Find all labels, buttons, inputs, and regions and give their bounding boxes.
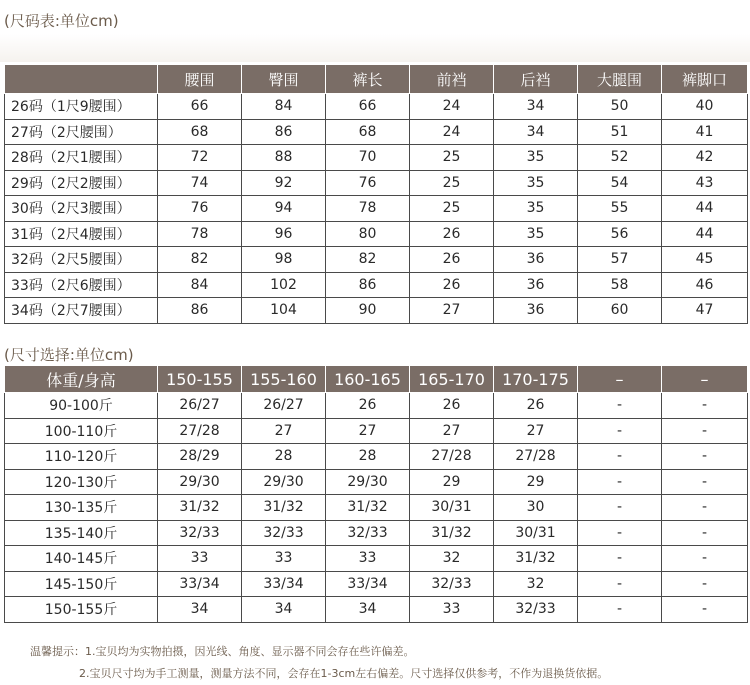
size-selection-header-cell: –	[662, 366, 748, 393]
size-chart-cell: 25	[410, 170, 494, 196]
note-line-2: 2.宝贝尺寸均为手工测量，测量方法不同，会存在1-3cm左右偏差。尺寸选择仅供参考，不作为退换货依据。	[79, 667, 609, 680]
size-chart-cell: 24	[410, 119, 494, 145]
size-selection-header-row	[5, 366, 748, 393]
size-chart-cell: 43	[662, 170, 748, 196]
size-chart-cell: 66	[158, 94, 242, 120]
size-selection-cell: 31/32	[494, 546, 578, 572]
size-selection-cell: 34	[158, 597, 242, 623]
size-chart-cell: 35	[494, 170, 578, 196]
size-chart-cell: 92	[242, 170, 326, 196]
size-selection-cell: 33/34	[158, 571, 242, 597]
size-chart-cell: 42	[662, 145, 748, 171]
size-chart-cell: 76	[326, 170, 410, 196]
size-chart-cell: 74	[158, 170, 242, 196]
size-selection-cell: 29	[494, 469, 578, 495]
size-chart-cell: 45	[662, 247, 748, 273]
size-selection-cell: 32/33	[158, 520, 242, 546]
size-chart-header-cell: 大腿围	[578, 65, 662, 94]
size-chart-cell: 35	[494, 145, 578, 171]
size-chart-row-label: 26码（1尺9腰围）	[5, 94, 158, 120]
size-selection-cell: 32	[494, 571, 578, 597]
size-selection-row-label: 150-155斤	[5, 597, 158, 623]
size-selection-header-cell: 165-170	[410, 366, 494, 393]
size-selection-cell: -	[662, 546, 748, 572]
size-selection-row	[5, 495, 748, 521]
size-chart-header-cell	[5, 65, 158, 94]
size-chart-row-label: 28码（2尺1腰围）	[5, 145, 158, 171]
size-selection-row-label: 120-130斤	[5, 469, 158, 495]
size-selection-row	[5, 571, 748, 597]
size-chart-cell: 26	[410, 247, 494, 273]
size-selection-cell: 31/32	[242, 495, 326, 521]
size-chart-row	[5, 170, 748, 196]
size-chart-cell: 60	[578, 298, 662, 324]
size-selection-cell: -	[578, 597, 662, 623]
size-chart-cell: 35	[494, 221, 578, 247]
size-selection-cell: -	[662, 393, 748, 419]
size-selection-cell: 27	[326, 418, 410, 444]
size-chart-cell: 51	[578, 119, 662, 145]
size-selection-cell: -	[578, 393, 662, 419]
size-chart-cell: 90	[326, 298, 410, 324]
size-chart-row-label: 33码（2尺6腰围）	[5, 272, 158, 298]
size-chart-row	[5, 247, 748, 273]
size-chart-row-label: 29码（2尺2腰围）	[5, 170, 158, 196]
size-selection-cell: 33/34	[326, 571, 410, 597]
size-chart-row	[5, 145, 748, 171]
size-chart-cell: 26	[410, 221, 494, 247]
size-selection-header-cell: –	[578, 366, 662, 393]
size-chart-cell: 94	[242, 196, 326, 222]
size-selection-cell: -	[662, 520, 748, 546]
size-chart-cell: 36	[494, 247, 578, 273]
size-chart-title: (尺码表:单位cm)	[4, 12, 119, 30]
size-chart-header-cell: 前裆	[410, 65, 494, 94]
size-chart-row-label: 34码（2尺7腰围）	[5, 298, 158, 324]
size-chart-row	[5, 196, 748, 222]
size-selection-row-label: 145-150斤	[5, 571, 158, 597]
size-chart-row	[5, 298, 748, 324]
size-chart-cell: 66	[326, 94, 410, 120]
size-chart-cell: 70	[326, 145, 410, 171]
header-fade-band	[0, 34, 750, 62]
size-chart-cell: 104	[242, 298, 326, 324]
size-selection-row-label: 140-145斤	[5, 546, 158, 572]
size-chart-cell: 84	[158, 272, 242, 298]
size-chart-cell: 98	[242, 247, 326, 273]
size-selection-cell: 26	[410, 393, 494, 419]
note-line-1: 温馨提示：1.宝贝均为实物拍摄，因光线、角度、显示器不同会存在些许偏差。	[30, 645, 415, 658]
size-chart-cell: 56	[578, 221, 662, 247]
size-chart-cell: 26	[410, 272, 494, 298]
size-selection-cell: 27/28	[410, 444, 494, 470]
size-selection-cell: 31/32	[158, 495, 242, 521]
size-selection-cell: 27	[494, 418, 578, 444]
size-selection-cell: 33	[242, 546, 326, 572]
size-selection-cell: -	[578, 444, 662, 470]
size-chart-cell: 88	[242, 145, 326, 171]
size-selection-cell: 33	[326, 546, 410, 572]
size-chart-cell: 68	[158, 119, 242, 145]
size-chart-row-label: 27码（2尺腰围）	[5, 119, 158, 145]
size-selection-header-cell: 体重/身高	[5, 366, 158, 393]
size-selection-row-label: 110-120斤	[5, 444, 158, 470]
size-chart-row	[5, 272, 748, 298]
size-chart-cell: 86	[326, 272, 410, 298]
size-chart-cell: 36	[494, 272, 578, 298]
size-selection-cell: 29/30	[158, 469, 242, 495]
size-selection-row-label: 90-100斤	[5, 393, 158, 419]
size-chart-cell: 78	[326, 196, 410, 222]
size-chart-cell: 46	[662, 272, 748, 298]
size-selection-cell: 27/28	[494, 444, 578, 470]
size-selection-cell: 30	[494, 495, 578, 521]
size-chart-cell: 41	[662, 119, 748, 145]
size-selection-header-cell: 170-175	[494, 366, 578, 393]
size-chart-cell: 55	[578, 196, 662, 222]
size-selection-cell: 28	[326, 444, 410, 470]
size-selection-cell: 26	[494, 393, 578, 419]
size-chart-cell: 47	[662, 298, 748, 324]
size-selection-row-label: 130-135斤	[5, 495, 158, 521]
size-selection-cell: -	[662, 469, 748, 495]
size-chart-cell: 82	[326, 247, 410, 273]
size-chart-row-label: 30码（2尺3腰围）	[5, 196, 158, 222]
size-chart-header-cell: 臀围	[242, 65, 326, 94]
size-selection-cell: 33	[410, 597, 494, 623]
size-selection-cell: -	[578, 418, 662, 444]
size-selection-cell: -	[662, 571, 748, 597]
size-selection-row	[5, 444, 748, 470]
size-chart-cell: 34	[494, 94, 578, 120]
size-chart-row-label: 31码（2尺4腰围）	[5, 221, 158, 247]
size-chart-row-label: 32码（2尺5腰围）	[5, 247, 158, 273]
size-selection-cell: -	[578, 546, 662, 572]
size-chart-row	[5, 94, 748, 120]
size-selection-cell: 33	[158, 546, 242, 572]
size-chart-cell: 36	[494, 298, 578, 324]
size-selection-table	[4, 365, 748, 623]
size-selection-cell: -	[578, 520, 662, 546]
size-selection-cell: -	[662, 495, 748, 521]
size-chart-cell: 52	[578, 145, 662, 171]
size-selection-cell: 32/33	[326, 520, 410, 546]
size-selection-cell: 26/27	[242, 393, 326, 419]
size-chart-cell: 44	[662, 221, 748, 247]
size-chart-row	[5, 221, 748, 247]
size-selection-header-cell: 155-160	[242, 366, 326, 393]
size-selection-row-label: 135-140斤	[5, 520, 158, 546]
size-chart-cell: 84	[242, 94, 326, 120]
size-chart-cell: 25	[410, 196, 494, 222]
size-chart-cell: 68	[326, 119, 410, 145]
size-selection-cell: 27/28	[158, 418, 242, 444]
size-selection-cell: 32	[410, 546, 494, 572]
size-chart-cell: 80	[326, 221, 410, 247]
size-chart-header-cell: 裤长	[326, 65, 410, 94]
size-chart-cell: 86	[158, 298, 242, 324]
size-chart-cell: 40	[662, 94, 748, 120]
size-chart-cell: 58	[578, 272, 662, 298]
size-selection-header-cell: 160-165	[326, 366, 410, 393]
size-chart-header-cell: 后裆	[494, 65, 578, 94]
size-selection-cell: 32/33	[242, 520, 326, 546]
size-selection-cell: 30/31	[410, 495, 494, 521]
size-selection-cell: 28/29	[158, 444, 242, 470]
size-selection-cell: -	[578, 469, 662, 495]
size-selection-cell: 31/32	[326, 495, 410, 521]
size-chart-header-cell: 腰围	[158, 65, 242, 94]
size-chart-cell: 25	[410, 145, 494, 171]
size-selection-cell: 32/33	[410, 571, 494, 597]
size-chart-cell: 34	[494, 119, 578, 145]
size-selection-row	[5, 546, 748, 572]
size-chart-cell: 96	[242, 221, 326, 247]
size-selection-row	[5, 597, 748, 623]
size-selection-row	[5, 469, 748, 495]
size-selection-cell: 26	[326, 393, 410, 419]
size-selection-cell: -	[662, 418, 748, 444]
size-selection-cell: -	[578, 571, 662, 597]
size-selection-cell: -	[662, 597, 748, 623]
size-selection-row	[5, 393, 748, 419]
size-chart-cell: 102	[242, 272, 326, 298]
size-selection-cell: 27	[410, 418, 494, 444]
size-selection-cell: 29/30	[242, 469, 326, 495]
size-selection-cell: 32/33	[494, 597, 578, 623]
size-selection-row	[5, 520, 748, 546]
size-selection-cell: 28	[242, 444, 326, 470]
size-chart-cell: 24	[410, 94, 494, 120]
size-selection-header-cell: 150-155	[158, 366, 242, 393]
size-chart-cell: 35	[494, 196, 578, 222]
size-selection-title: (尺寸选择:单位cm)	[4, 346, 134, 364]
size-selection-cell: 26/27	[158, 393, 242, 419]
size-chart-header-cell: 裤脚口	[662, 65, 748, 94]
size-chart-row	[5, 119, 748, 145]
size-selection-cell: 29/30	[326, 469, 410, 495]
size-chart-cell: 44	[662, 196, 748, 222]
size-chart-cell: 86	[242, 119, 326, 145]
size-selection-row	[5, 418, 748, 444]
size-chart-cell: 50	[578, 94, 662, 120]
size-chart-cell: 57	[578, 247, 662, 273]
size-selection-cell: 30/31	[494, 520, 578, 546]
size-selection-cell: -	[578, 495, 662, 521]
size-chart-cell: 76	[158, 196, 242, 222]
size-selection-row-label: 100-110斤	[5, 418, 158, 444]
size-chart-header-row	[5, 65, 748, 94]
size-chart-cell: 72	[158, 145, 242, 171]
size-selection-cell: 29	[410, 469, 494, 495]
size-selection-cell: 31/32	[410, 520, 494, 546]
size-chart-cell: 82	[158, 247, 242, 273]
size-selection-cell: 34	[242, 597, 326, 623]
size-selection-cell: -	[662, 444, 748, 470]
size-selection-cell: 27	[242, 418, 326, 444]
size-chart-cell: 78	[158, 221, 242, 247]
size-chart-cell: 54	[578, 170, 662, 196]
size-chart-table	[4, 64, 748, 324]
size-selection-cell: 33/34	[242, 571, 326, 597]
size-chart-cell: 27	[410, 298, 494, 324]
size-selection-cell: 34	[326, 597, 410, 623]
notes	[30, 641, 608, 685]
